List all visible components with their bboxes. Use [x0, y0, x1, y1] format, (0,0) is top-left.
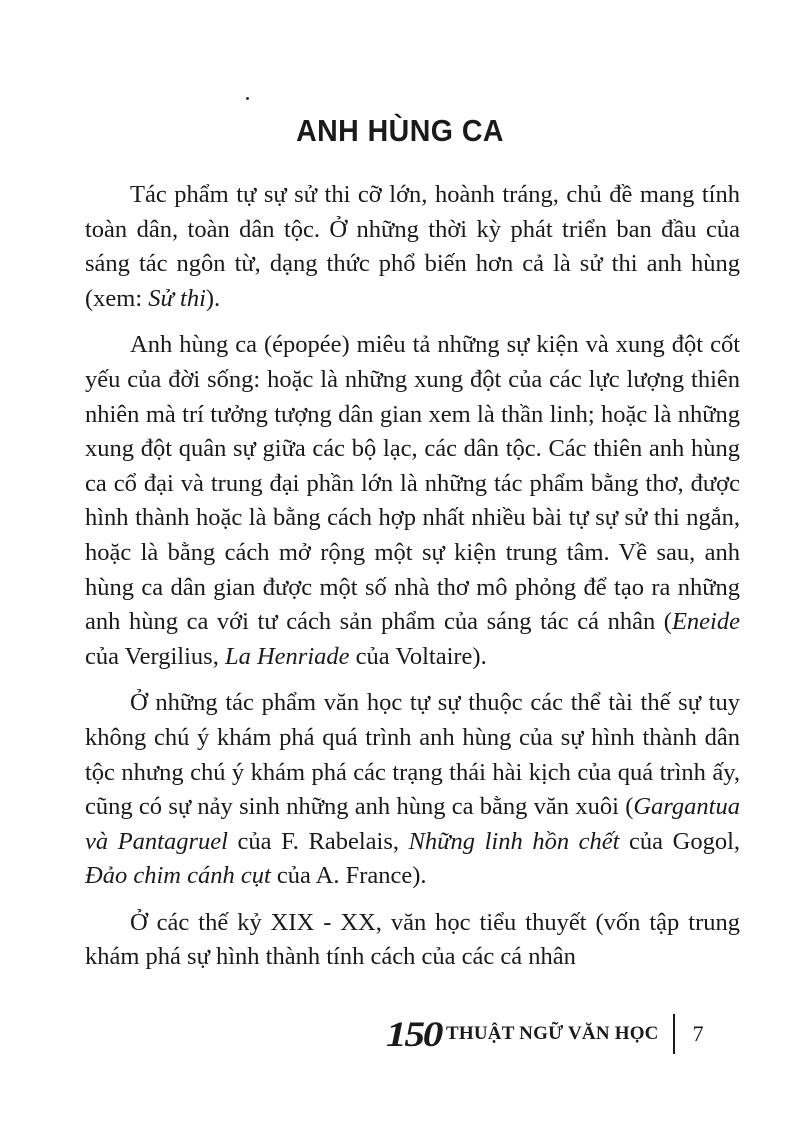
text-span: Ở những tác phẩm văn học tự sự thuộc các thể tài thế sự tuy không chú ý khám phá quá trình anh hùng của sự hình thành dân tộc nhưng chú ý khám phá các trạng thái hài kịch của quá trình ấy, cũng có sự nảy sinh những anh hùng ca bằng văn xuôi ( [85, 689, 740, 821]
paragraph-3 [85, 686, 740, 894]
paragraph-1 [85, 178, 740, 316]
paragraph-4 [85, 906, 740, 975]
footer-divider [673, 1014, 675, 1054]
page-footer [386, 1012, 704, 1056]
text-span: ). [205, 284, 221, 312]
text-span: của F. Rabelais, [227, 827, 409, 855]
text-span: Ở các thế kỷ XIX - XX, văn học tiểu thuyết (vốn tập trung khám phá sự hình thành tính cách của các cá nhân [85, 908, 740, 971]
page-number: 7 [692, 1021, 704, 1046]
page-title: ANH HÙNG CA [296, 113, 504, 148]
italic-work-title: Những linh hồn chết [408, 827, 620, 855]
text-span: của Vergilius, [85, 642, 225, 670]
series-title: THUẬT NGỮ VĂN HỌC [446, 1023, 659, 1044]
italic-reference: Sử thi [148, 284, 206, 312]
text-span: Tác phẩm tự sự sử thi cỡ lớn, hoành tráng, chủ đề mang tính toàn dân, toàn dân tộc. Ở những thời kỳ phát triển ban đầu của sáng tác ngôn từ, dạng thức phổ biến hơn cả là sử thi anh hùng (xem: [85, 181, 740, 312]
italic-work-title: La Henriade [224, 642, 350, 670]
italic-work-title: Gargantua và Pantagruel [85, 793, 740, 855]
stray-dot [246, 97, 249, 100]
body-text [85, 178, 740, 987]
text-span: Anh hùng ca (épopée) miêu tả những sự kiện và xung đột cốt yếu của đời sống: hoặc là những xung đột của các lực lượng thiên nhiên mà trí tưởng tượng dân gian xem là thần linh; hoặc là những xung đột quân sự giữa các bộ lạc, các dân tộc. Các thiên anh hùng ca cổ đại và trung đại phần lớn là những tác phẩm bằng thơ, được hình thành hoặc là bằng cách hợp nhất nhiều bài tự sự sử thi ngắn, hoặc là bằng cách mở rộng một sự kiện trung tâm. Về sau, anh hùng ca dân gian được một số nhà thơ mô phỏng để tạo ra những anh hùng ca với tư cách sản phẩm của sáng tác cá nhân ( [85, 331, 740, 636]
paragraph-2 [85, 328, 740, 674]
text-span: của Voltaire). [349, 642, 487, 670]
text-span: của A. France). [270, 862, 427, 890]
italic-work-title: Eneide [671, 608, 740, 636]
series-number: 150 [386, 1014, 442, 1054]
italic-work-title: Đảo chim cánh cụt [85, 862, 271, 890]
text-span: của Gogol, [619, 827, 741, 855]
